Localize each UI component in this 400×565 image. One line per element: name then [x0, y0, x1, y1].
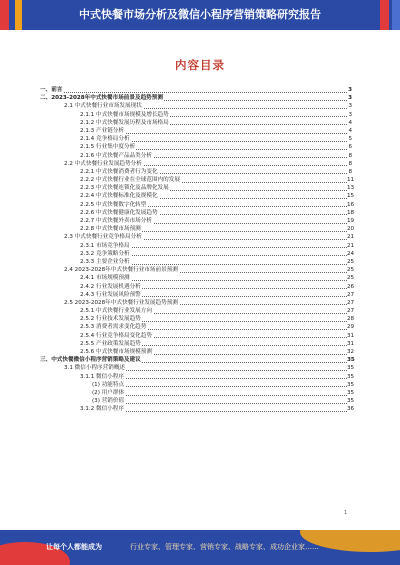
- toc-entry[interactable]: [40, 405, 355, 413]
- page-number: 1: [344, 510, 348, 516]
- toc-entry-label: 3.1.2 微信小程序: [80, 406, 124, 413]
- header-accent-blue-right: [392, 0, 400, 30]
- toc-entry-page: 35: [347, 365, 355, 372]
- toc-entry-label: 2.2 中式快餐行业发展趋势分析: [64, 160, 142, 167]
- toc-entry-label: 2.5.2 行业技术发展趋势: [80, 316, 141, 323]
- toc-entry-label: 2.2.3 中式快餐连锁化及品牌化发展: [80, 185, 169, 192]
- toc-entry-page: 21: [347, 234, 355, 241]
- toc-entry-label: 2.1 中式快餐行业市场发展现状: [64, 103, 142, 110]
- toc-entry-page: 31: [347, 332, 355, 339]
- toc-entry-page: 5: [348, 136, 352, 143]
- toc-entry-label: 2.2.5 中式快餐数字化转型: [80, 201, 147, 208]
- toc-entry-page: 35: [347, 389, 355, 396]
- footer-banner: [0, 530, 400, 565]
- toc-entry-label: 二、2023-2028年中式快餐市场前景及趋势预测: [40, 95, 163, 102]
- toc-entry-label: 2.5 2023-2028年中式快餐行业发展趋势预测: [64, 299, 178, 306]
- toc-entry-page: 29: [347, 324, 355, 331]
- toc-entry-label: 2.1.4 竞争格局分析: [80, 136, 130, 143]
- toc-entry-page: 3: [348, 87, 352, 93]
- toc-entry[interactable]: [40, 176, 355, 184]
- toc-entry-page: 3: [348, 111, 352, 118]
- toc-entry[interactable]: [40, 192, 355, 200]
- toc-entry[interactable]: [40, 102, 352, 110]
- toc-entry-label: 2.4 2023-2028年中式快餐行业市场前景预测: [64, 267, 178, 274]
- toc-entry[interactable]: [40, 119, 352, 127]
- header-accent-red: [0, 0, 9, 30]
- toc-entry[interactable]: [40, 332, 355, 340]
- toc-entry-label: 2.1.5 行业集中度分析: [80, 144, 136, 151]
- toc-entry-page: 31: [347, 340, 355, 347]
- toc-entry-page: 3: [348, 103, 352, 110]
- toc-entry-page: 35: [347, 357, 355, 364]
- toc-entry[interactable]: [40, 152, 352, 160]
- toc-entry-label: 2.2.6 中式快餐健康化发展趋势: [80, 209, 158, 216]
- toc-entry-label: 2.2.7 中式快餐外卖市场分析: [80, 218, 152, 224]
- toc-entry-page: 36: [347, 406, 355, 413]
- toc-entry[interactable]: [40, 340, 355, 348]
- toc-entry[interactable]: [40, 111, 352, 119]
- toc-entry-page: 6: [348, 144, 352, 151]
- toc-entry-label: 2.5.6 中式快餐市场规模预测: [80, 349, 152, 355]
- toc-entry-page: 28: [347, 316, 355, 323]
- toc-entry[interactable]: [40, 94, 352, 102]
- toc-entry[interactable]: [40, 217, 355, 225]
- toc-entry-label: 2.3.3 主要企业分析: [80, 258, 130, 265]
- toc-entry-label: 2.3.2 竞争策略分析: [80, 250, 130, 257]
- toc-entry-label: 2.2.2 中式快餐行业在全球范围内的发展: [80, 177, 180, 184]
- toc-entry-page: 13: [347, 185, 355, 192]
- toc-entry-label: 三、中式快餐微信小程序营销策略及建议: [40, 357, 141, 364]
- toc-entry-page: 27: [347, 291, 355, 298]
- toc-entry-label: 一、前言: [40, 87, 63, 93]
- toc-entry-page: 16: [347, 201, 355, 208]
- toc-entry-page: 32: [347, 349, 355, 355]
- toc-entry[interactable]: [40, 274, 355, 282]
- toc-entry[interactable]: [40, 209, 355, 217]
- report-title: 中式快餐市场分析及微信小程序营销策略研究报告: [79, 8, 321, 21]
- toc-entry-label: 2.2.8 中式快餐市场预测: [80, 226, 141, 233]
- toc-entry[interactable]: [40, 127, 352, 135]
- toc-entry[interactable]: [40, 86, 352, 94]
- toc-entry[interactable]: [40, 315, 355, 323]
- toc-entry-label: 2.1.2 中式快餐发展历程及市场格局: [80, 119, 169, 126]
- toc-entry[interactable]: [40, 373, 355, 381]
- toc-entry[interactable]: [40, 135, 352, 143]
- toc-entry-label: 2.3 中式快餐行业竞争格局分析: [64, 234, 142, 241]
- toc-entry-page: 27: [347, 308, 355, 315]
- toc-entry-page: 11: [347, 177, 355, 184]
- toc-entry-label: 3.1 微信小程序营销概述: [64, 365, 126, 372]
- toc-entry-label: 2.5.1 中式快餐行业发展方向: [80, 308, 152, 315]
- toc-entry[interactable]: [40, 381, 355, 389]
- toc-entry-page: 3: [348, 95, 352, 102]
- toc-entry-label: 2.4.1 市场规模预测: [80, 275, 130, 282]
- toc-entry[interactable]: [40, 307, 355, 315]
- footer-slogan-left: 让每个人都能成为: [46, 543, 102, 551]
- toc-heading: 内容目录: [175, 58, 225, 72]
- toc-entry-page: 35: [347, 398, 355, 405]
- toc-entry[interactable]: [40, 258, 355, 266]
- toc-entry-page: 4: [348, 127, 352, 134]
- toc-entry-page: 20: [347, 226, 355, 233]
- toc-entry-label: 2.4.2 行业发展机遇分析: [80, 283, 141, 290]
- toc-leader-dots: [92, 397, 347, 404]
- toc-leader-dots: [92, 381, 347, 388]
- toc-entry[interactable]: [40, 348, 355, 356]
- toc-entry-label: 2.1.3 产业链分析: [80, 127, 124, 134]
- toc-entry-page: 26: [347, 283, 355, 290]
- toc-entry[interactable]: [40, 201, 355, 209]
- toc-leader-dots: [40, 86, 347, 93]
- toc-entry[interactable]: [40, 225, 355, 233]
- toc-entry[interactable]: [40, 266, 355, 274]
- toc-entry-page: 24: [347, 250, 355, 257]
- toc-entry[interactable]: [40, 364, 355, 372]
- table-of-contents: [40, 86, 355, 414]
- toc-entry[interactable]: [40, 168, 352, 176]
- toc-entry-label: 2.2.1 中式快餐消费者行为变化: [80, 168, 158, 175]
- toc-entry-page: 27: [347, 299, 355, 306]
- toc-entry-label: 2.5.3 消费者需求变化趋势: [80, 324, 147, 331]
- footer-slogan-right: 行业专家、管理专家、营销专家、战略专家、成功企业家……: [130, 543, 319, 551]
- toc-entry[interactable]: [40, 283, 355, 291]
- toc-entry[interactable]: [40, 143, 352, 151]
- toc-entry[interactable]: [40, 299, 355, 307]
- toc-entry[interactable]: [40, 233, 355, 241]
- toc-entry-label: 2.5.4 行业竞争格局变化趋势: [80, 332, 152, 339]
- toc-entry[interactable]: [40, 323, 355, 331]
- toc-entry-page: 25: [347, 267, 355, 274]
- toc-entry-label: 3.1.1 微信小程序: [80, 373, 124, 380]
- toc-entry-label: 2.5.5 产业政策发展趋势: [80, 340, 141, 347]
- header-banner: [0, 0, 400, 30]
- toc-entry-page: 8: [348, 160, 352, 167]
- toc-entry-label: 2.1.6 中式快餐产品品类分析: [80, 152, 152, 159]
- toc-entry-label: (2) 用户群体: [92, 389, 125, 396]
- toc-entry-label: (1) 功能特点: [92, 381, 125, 388]
- toc-entry-page: 25: [347, 275, 355, 282]
- toc-entry-label: 2.4.3 行业发展风险预警: [80, 291, 141, 298]
- toc-entry-page: 8: [348, 168, 352, 175]
- toc-entry-page: 8: [348, 152, 352, 159]
- toc-entry-page: 19: [347, 218, 355, 224]
- toc-entry-page: 4: [348, 119, 352, 126]
- toc-entry-page: 21: [347, 242, 355, 249]
- toc-entry[interactable]: [40, 160, 352, 168]
- toc-entry[interactable]: [40, 184, 355, 192]
- toc-entry-label: 2.3.1 市场竞争格局: [80, 242, 130, 249]
- toc-entry-label: (3) 营销价值: [92, 398, 125, 405]
- toc-entry-page: 35: [347, 373, 355, 380]
- toc-entry[interactable]: [40, 397, 355, 405]
- toc-entry-label: 2.1.1 中式快餐市场规模及增长趋势: [80, 111, 169, 118]
- toc-entry[interactable]: [40, 250, 355, 258]
- toc-entry[interactable]: [40, 389, 355, 397]
- toc-entry-page: 15: [347, 193, 355, 200]
- header-accent-orange: [15, 0, 22, 30]
- toc-leader-dots: [92, 389, 347, 396]
- toc-entry[interactable]: [40, 242, 355, 250]
- toc-entry-label: 2.2.4 中式快餐标准化及规模化: [80, 193, 158, 200]
- toc-entry-page: 25: [347, 258, 355, 265]
- toc-entry-page: 18: [347, 209, 355, 216]
- header-accent-red-right: [380, 0, 389, 30]
- toc-entry-page: 35: [347, 381, 355, 388]
- toc-entry[interactable]: [40, 356, 355, 364]
- toc-entry[interactable]: [40, 291, 355, 299]
